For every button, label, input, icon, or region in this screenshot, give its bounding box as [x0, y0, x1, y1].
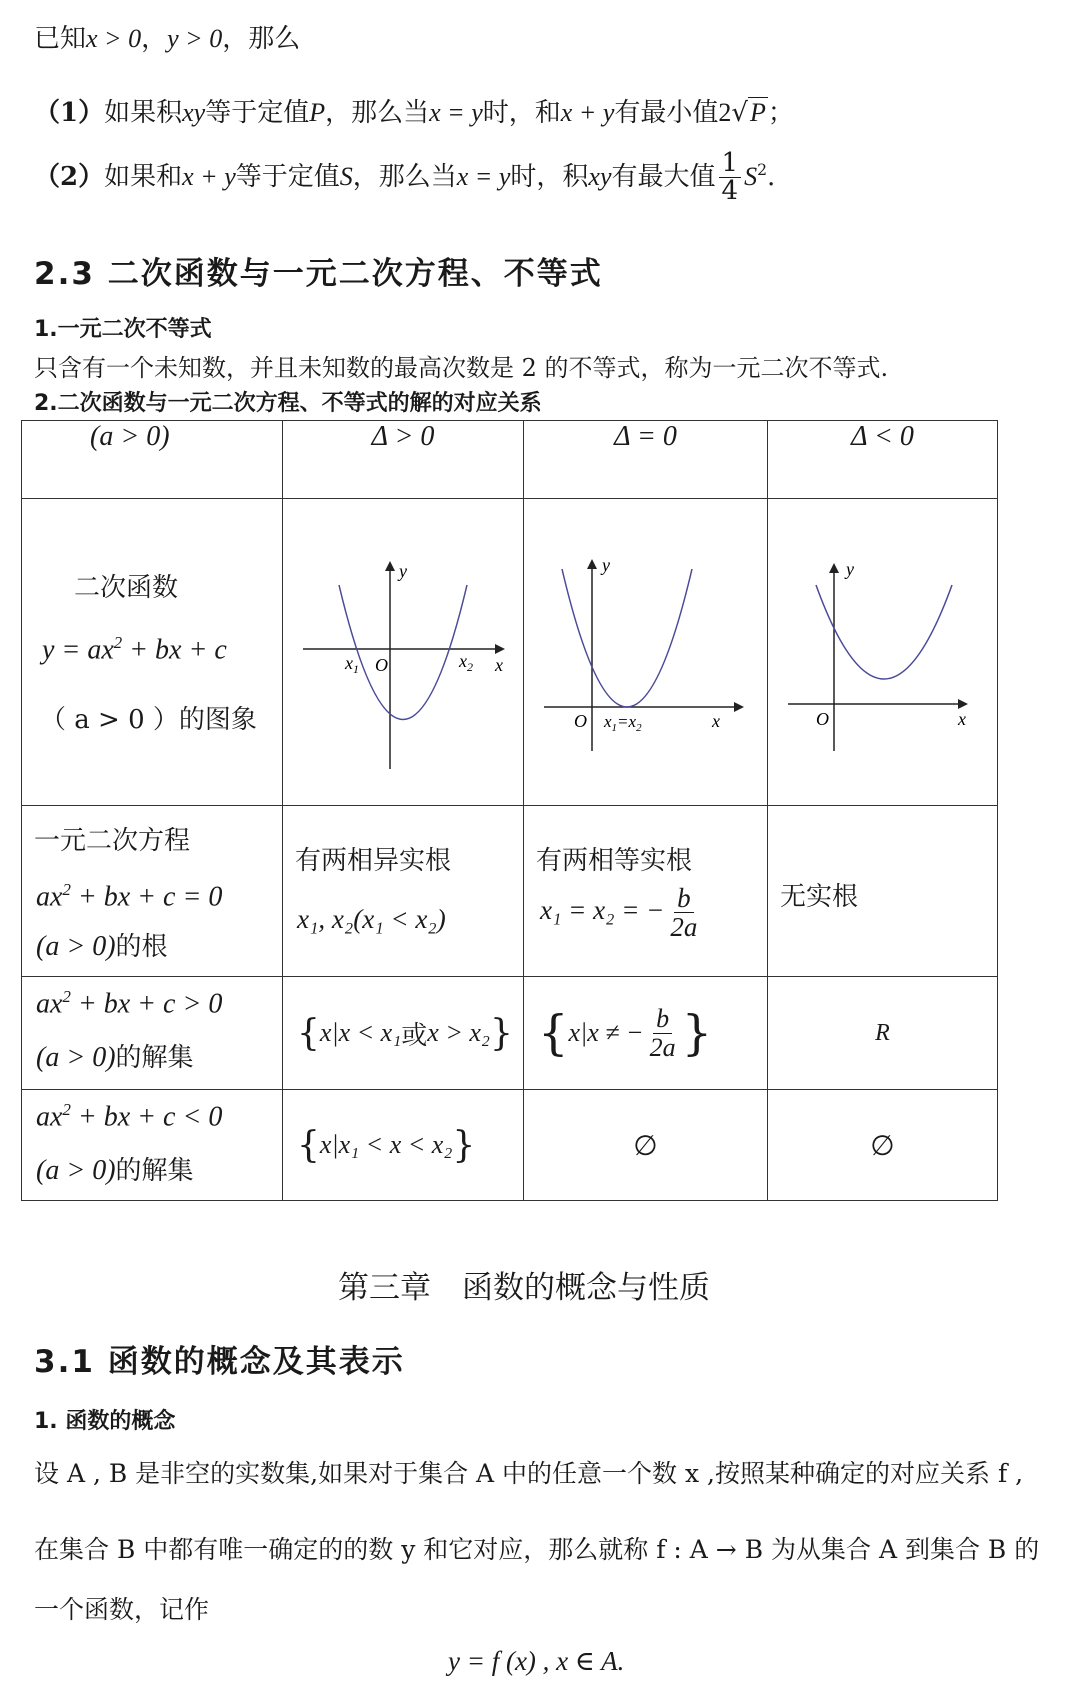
- fraction-b-over-2a: $\frac{b}{2a}$: [649, 1004, 676, 1062]
- table-row-greater: [22, 977, 998, 1090]
- less-one-root: ∅: [524, 1090, 768, 1201]
- fraction-one-quarter: $\frac{1}{4}$: [719, 150, 742, 206]
- less-row-label: $ax^2$ + bx + c < 0 (a > 0)的解集: [22, 1090, 283, 1201]
- chapter-3-title: 第三章 函数的概念与性质: [338, 1270, 710, 1306]
- y-axis-label: y: [602, 555, 610, 575]
- x-axis-arrow: [734, 702, 744, 712]
- y-axis-arrow: [829, 563, 839, 573]
- roots-two-equal: 有两相等实根 x₁ = x₂ = − $\frac{b}{2a}$: [524, 806, 768, 977]
- x-axis-label: x: [958, 709, 966, 729]
- parabola-two-roots: [283, 499, 523, 805]
- sqrt-sign: √: [731, 98, 748, 128]
- header-a-positive: (a > 0): [22, 421, 283, 499]
- parabola-curve: [562, 569, 692, 707]
- intro-line1: 已知x > 0，y > 0，那么: [34, 24, 301, 54]
- table-row-less: [22, 1090, 998, 1201]
- fraction-b-over-2a: $\frac{b}{2a}$: [670, 883, 698, 943]
- greater-two-roots: { x|x < x₁ 或 x > x₂ }: [283, 977, 524, 1090]
- double-root-label: $x_1=x_2$: [604, 712, 642, 734]
- header-delta-zero: Δ = 0: [524, 421, 768, 499]
- parabola-no-root: [768, 499, 997, 805]
- relation-table: [21, 420, 998, 1201]
- table-row-roots: [22, 806, 998, 977]
- root-x2-label: $x_2$: [459, 651, 473, 674]
- graph-one-root: [524, 499, 768, 806]
- greater-no-root: R: [768, 977, 998, 1090]
- greater-one-root: { x|x ≠ − $\frac{b}{2a}$ }: [524, 977, 768, 1090]
- header-delta-negative: Δ < 0: [768, 421, 998, 499]
- table-row-graph: [22, 499, 998, 806]
- intro-item-2: （2）如果和x + y等于定值S，那么当x = y时，积xy有最大值 $\frac{1}{4}$ $S^2$.: [34, 148, 776, 207]
- parabola-one-root: [524, 499, 767, 805]
- subsection-1-text: 只含有一个未知数，并且未知数的最高次数是 2 的不等式，称为一元二次不等式.: [34, 354, 889, 382]
- x-axis-label: x: [495, 655, 503, 675]
- parabola-curve: [339, 585, 467, 720]
- y-axis-arrow: [587, 559, 597, 569]
- roots-two-distinct: 有两相异实根 x₁, x₂(x₁ < x₂): [283, 806, 524, 977]
- roots-none: 无实根: [768, 806, 998, 977]
- table-header-row: [22, 421, 998, 499]
- header-delta-positive: Δ > 0: [283, 421, 524, 499]
- x-axis-arrow: [958, 699, 968, 709]
- subsection-function-concept-title: 1. 函数的概念: [34, 1409, 176, 1434]
- y-axis-label: y: [846, 559, 854, 579]
- origin-label: O: [816, 709, 829, 729]
- subsection-1-title: 1.一元二次不等式: [34, 317, 212, 342]
- graph-two-roots: [283, 499, 524, 806]
- intro-item-1: （1）如果积xy等于定值P，那么当x = y时，和x + y有最小值2√P；: [34, 98, 794, 128]
- section-3-1-title: 3.1 函数的概念及其表示: [34, 1344, 405, 1380]
- x-axis-arrow: [495, 644, 505, 654]
- x-axis-label: x: [712, 711, 720, 731]
- root-x1-label: $x_1$: [345, 653, 359, 676]
- less-no-root: ∅: [768, 1090, 998, 1201]
- paragraph-line-3: 一个函数，记作: [34, 1595, 210, 1624]
- graph-row-label: 二次函数 $y = ax^2$ + bx + c （ a > 0 ）的图象: [22, 499, 283, 806]
- paragraph-line-2: 在集合 B 中都有唯一确定的的数 y 和它对应，那么就称 f : A → B 为从集合 A 到集合 B 的: [34, 1535, 1040, 1564]
- graph-no-root: [768, 499, 998, 806]
- parabola-curve: [816, 585, 952, 679]
- function-formula: y = f (x) , x ∈ A.: [448, 1646, 625, 1676]
- greater-row-label: $ax^2$ + bx + c > 0 (a > 0)的解集: [22, 977, 283, 1090]
- less-two-roots: { x|x₁ < x < x₂ }: [283, 1090, 524, 1201]
- origin-label: O: [375, 655, 388, 675]
- paragraph-line-1: 设 A , B 是非空的实数集,如果对于集合 A 中的任意一个数 x ,按照某种确定的对应关系 f ,: [34, 1459, 1024, 1488]
- y-axis-arrow: [385, 561, 395, 571]
- section-2-3-title: 2.3 二次函数与一元二次方程、不等式: [34, 256, 603, 292]
- origin-label: O: [574, 711, 587, 731]
- y-axis-label: y: [399, 561, 407, 581]
- subsection-2-title: 2.二次函数与一元二次方程、不等式的解的对应关系: [34, 391, 542, 416]
- roots-row-label: 一元二次方程 $ax^2$ + bx + c = 0 (a > 0)的根: [22, 806, 283, 977]
